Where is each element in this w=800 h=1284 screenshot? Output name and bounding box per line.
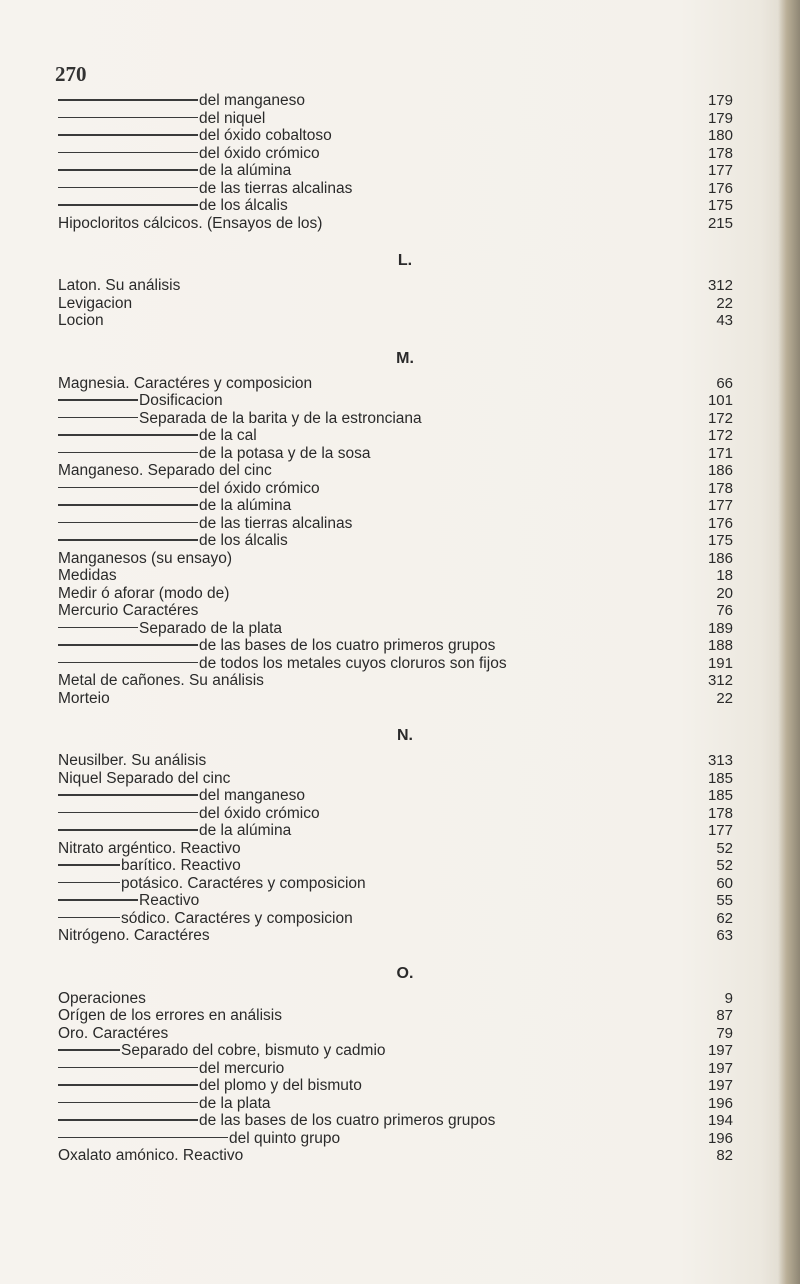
page-reference: 178 <box>707 804 733 822</box>
entry-label: Operaciones <box>58 989 146 1007</box>
section-letter-heading: M. <box>396 349 414 367</box>
entry-label: Nitrato argéntico. Reactivo <box>58 839 241 857</box>
index-entry-text <box>58 655 507 673</box>
ditto-dash <box>58 417 138 419</box>
entry-label: de la cal <box>199 427 257 444</box>
page-reference: 176 <box>707 179 733 197</box>
index-entry-text <box>58 497 291 515</box>
page-reference: 185 <box>707 769 733 787</box>
page-reference: 197 <box>707 1042 733 1059</box>
index-entry <box>0 515 800 533</box>
entry-label: de todos los metales cuyos cloruros son fijos <box>199 654 507 672</box>
index-entry <box>0 567 800 585</box>
index-entry <box>0 1042 800 1060</box>
page-reference: 172 <box>707 427 733 444</box>
index-entry <box>0 462 800 480</box>
page-reference: 185 <box>707 787 733 804</box>
index-entry <box>0 277 800 295</box>
ditto-dash <box>58 504 198 506</box>
index-entry <box>0 892 800 910</box>
page-reference: 180 <box>707 127 733 144</box>
ditto-dash <box>58 1102 198 1104</box>
spacer <box>0 945 800 964</box>
index-entry-text <box>58 1042 386 1060</box>
ditto-dash <box>58 117 198 119</box>
entry-label: del quinto grupo <box>229 1129 341 1147</box>
index-entry <box>0 927 800 945</box>
ditto-dash <box>58 1049 120 1051</box>
index-entry <box>0 637 800 655</box>
ditto-dash <box>58 452 198 454</box>
page-reference: 101 <box>707 392 733 409</box>
index-entry <box>0 110 800 128</box>
index-entry <box>0 990 800 1008</box>
index-entry-text <box>58 1007 282 1025</box>
page-reference: 191 <box>707 654 733 672</box>
index-entry-text <box>58 1077 362 1095</box>
index-entry-text <box>58 110 265 128</box>
spacer <box>0 707 800 726</box>
ditto-dash <box>58 1067 198 1069</box>
entry-label: de las tierras alcalinas <box>199 514 353 532</box>
page-reference: 179 <box>707 109 733 127</box>
page-reference: 18 <box>716 567 733 584</box>
page-reference: 172 <box>707 409 733 427</box>
ditto-dash <box>58 1084 198 1086</box>
index-entry-text <box>58 805 320 823</box>
index-entry-text <box>58 690 110 708</box>
index-entry <box>0 295 800 313</box>
page-reference: 197 <box>707 1059 733 1077</box>
ditto-dash <box>58 794 198 796</box>
spacer <box>0 330 800 349</box>
page-reference: 197 <box>707 1077 733 1094</box>
index-entry-text <box>58 927 210 945</box>
section-letter-heading: O. <box>396 964 414 982</box>
index-entry-text <box>58 567 117 585</box>
entry-label: del plomo y del bismuto <box>199 1077 362 1094</box>
entry-label: Orígen de los errores en análisis <box>58 1007 283 1024</box>
index-entry <box>0 752 800 770</box>
index-entry <box>0 857 800 875</box>
entry-label: Separado del cobre, bismuto y cadmio <box>121 1042 386 1059</box>
entry-label: Dosificacion <box>139 392 223 409</box>
ditto-dash <box>58 829 198 831</box>
index-entry-text <box>58 585 229 603</box>
ditto-dash <box>58 899 138 901</box>
index-entry <box>0 822 800 840</box>
index-entry-text <box>58 427 257 445</box>
index-entry-text <box>58 295 132 313</box>
index-entry-text <box>58 620 282 638</box>
index-entry <box>0 1112 800 1130</box>
ditto-dash <box>58 627 138 629</box>
entry-label: del óxido cobaltoso <box>199 127 332 144</box>
page-number: 270 <box>55 62 87 86</box>
page-reference: 176 <box>707 514 733 532</box>
index-entry <box>0 585 800 603</box>
page-reference: 62 <box>716 909 733 927</box>
entry-label: Separada de la barita y de la estronciana <box>139 409 422 427</box>
page-reference: 175 <box>707 532 733 549</box>
ditto-dash <box>58 434 198 436</box>
index-entry <box>0 1025 800 1043</box>
ditto-dash <box>58 522 198 524</box>
index-entry <box>0 770 800 788</box>
entry-label: potásico. Caractéres y composicion <box>121 874 366 892</box>
index-entry-text <box>58 127 332 145</box>
index-entry <box>0 805 800 823</box>
entry-label: Magnesia. Caractéres y composicion <box>58 374 313 392</box>
entry-label: de la plata <box>199 1094 271 1112</box>
page-reference: 196 <box>707 1094 733 1112</box>
entry-label: Niquel Separado del cinc <box>58 769 231 787</box>
index-entry-text <box>58 532 288 550</box>
index-entry <box>0 787 800 805</box>
page-reference: 22 <box>716 294 733 312</box>
index-entry-text <box>58 840 241 858</box>
entry-label: Mercurio Caractéres <box>58 602 199 619</box>
page-reference: 171 <box>707 444 733 462</box>
index-entry <box>0 840 800 858</box>
page-reference: 178 <box>707 479 733 497</box>
index-entry <box>0 910 800 928</box>
index-entry-text <box>58 752 206 770</box>
index-entry-text <box>58 180 352 198</box>
index-entry <box>0 620 800 638</box>
entry-label: de las bases de los cuatro primeros grupos <box>199 637 496 654</box>
index-entry <box>0 480 800 498</box>
ditto-dash <box>58 99 198 101</box>
ditto-dash <box>58 864 120 866</box>
page-reference: 66 <box>716 374 733 392</box>
index-entry-text <box>58 637 495 655</box>
entry-label: del mercurio <box>199 1059 285 1077</box>
index-entry <box>0 1007 800 1025</box>
ditto-dash <box>58 487 198 489</box>
entry-label: barítico. Reactivo <box>121 857 241 874</box>
entry-label: Morteio <box>58 689 110 707</box>
index-entry-text <box>58 92 305 110</box>
index-entry-text <box>58 515 352 533</box>
index-entry-text <box>58 875 366 893</box>
entry-label: del óxido crómico <box>199 479 320 497</box>
index-entry <box>0 497 800 515</box>
page-reference: 177 <box>707 497 733 514</box>
index-entry <box>0 690 800 708</box>
index-entry-text <box>58 312 104 330</box>
page-reference: 52 <box>716 857 733 874</box>
page-reference: 76 <box>716 602 733 619</box>
index-entry <box>0 162 800 180</box>
entry-label: del óxido crómico <box>199 804 320 822</box>
index-entry <box>0 127 800 145</box>
index-entry-text <box>58 480 320 498</box>
entry-label: Nitrógeno. Caractéres <box>58 927 210 944</box>
index-entry-text <box>58 392 223 410</box>
page-reference: 188 <box>707 637 733 654</box>
entry-label: Oro. Caractéres <box>58 1024 169 1042</box>
index-entry-text <box>58 375 312 393</box>
index-entry <box>0 392 800 410</box>
index-entry-text <box>58 162 291 180</box>
page-reference: 215 <box>707 214 733 232</box>
index-entry-text <box>58 1060 284 1078</box>
page-reference: 60 <box>716 874 733 892</box>
entry-label: de la potasa y de la sosa <box>199 444 371 462</box>
entry-label: Medir ó aforar (modo de) <box>58 584 230 602</box>
index-entry-text <box>58 410 422 428</box>
index-entry-text <box>58 1095 271 1113</box>
ditto-dash <box>58 644 198 646</box>
entry-label: de los álcalis <box>199 532 288 549</box>
page-reference: 186 <box>707 462 733 479</box>
ditto-dash <box>58 204 198 206</box>
page-reference: 179 <box>707 92 733 109</box>
index-entry <box>0 375 800 393</box>
page-reference: 22 <box>716 689 733 707</box>
entry-label: de la alúmina <box>199 497 292 514</box>
index-entry <box>0 655 800 673</box>
entry-label: Manganesos (su ensayo) <box>58 549 233 567</box>
index-entry <box>0 180 800 198</box>
index-entry-text <box>58 215 322 233</box>
index-entry <box>0 145 800 163</box>
entry-label: Oxalato amónico. Reactivo <box>58 1147 244 1164</box>
index-entry-text <box>58 197 288 215</box>
page-reference: 63 <box>716 927 733 944</box>
index-entry-text <box>58 1130 340 1148</box>
ditto-dash <box>58 169 198 171</box>
index-entry-text <box>58 145 320 163</box>
ditto-dash <box>58 539 198 541</box>
index-entry-text <box>58 277 180 295</box>
index-entry-text <box>58 462 272 480</box>
index-entry <box>0 197 800 215</box>
index-entry <box>0 672 800 690</box>
page-reference: 55 <box>716 892 733 909</box>
index-content <box>0 92 800 1165</box>
entry-label: Hipocloritos cálcicos. (Ensayos de los) <box>58 214 323 232</box>
entry-label: de la alúmina <box>199 822 292 839</box>
index-entry <box>0 215 800 233</box>
page-reference: 313 <box>707 752 733 769</box>
entry-label: de las tierras alcalinas <box>199 179 353 197</box>
entry-label: del niquel <box>199 109 266 127</box>
entry-label: de las bases de los cuatro primeros grupos <box>199 1112 496 1129</box>
entry-label: Medidas <box>58 567 117 584</box>
index-entry-text <box>58 602 198 620</box>
ditto-dash <box>58 1137 228 1139</box>
index-entry-text <box>58 1147 243 1165</box>
entry-label: Manganeso. Separado del cinc <box>58 462 272 479</box>
index-entry <box>0 602 800 620</box>
page-reference: 196 <box>707 1129 733 1147</box>
entry-label: de la alúmina <box>199 162 292 179</box>
ditto-dash <box>58 662 198 664</box>
page-reference: 194 <box>707 1112 733 1129</box>
ditto-dash <box>58 1119 198 1121</box>
index-entry <box>0 427 800 445</box>
page-reference: 87 <box>716 1007 733 1024</box>
page-reference: 20 <box>716 584 733 602</box>
index-entry-text <box>58 857 241 875</box>
index-entry-text <box>58 770 230 788</box>
index-entry <box>0 875 800 893</box>
index-entry-text <box>58 1025 168 1043</box>
page-reference: 9 <box>724 989 733 1007</box>
index-entry <box>0 92 800 110</box>
index-entry <box>0 1130 800 1148</box>
entry-label: Metal de cañones. Su análisis <box>58 672 264 689</box>
page-reference: 178 <box>707 144 733 162</box>
index-entry <box>0 445 800 463</box>
page-reference: 312 <box>707 277 733 294</box>
ditto-dash <box>58 812 198 814</box>
ditto-dash <box>58 134 198 136</box>
entry-label: Laton. Su análisis <box>58 277 181 294</box>
spacer <box>0 232 800 251</box>
ditto-dash <box>58 882 120 884</box>
index-entry-text <box>58 990 146 1008</box>
page-reference: 79 <box>716 1024 733 1042</box>
index-entry-text <box>58 787 305 805</box>
page-reference: 177 <box>707 162 733 179</box>
page-reference: 43 <box>716 312 733 329</box>
ditto-dash <box>58 152 198 154</box>
ditto-dash <box>58 187 198 189</box>
index-entry-text <box>58 550 232 568</box>
index-entry <box>0 1095 800 1113</box>
entry-label: de los álcalis <box>199 197 288 214</box>
entry-label: Reactivo <box>139 892 200 909</box>
entry-label: del manganeso <box>199 92 305 109</box>
page-reference: 175 <box>707 197 733 214</box>
entry-label: Neusilber. Su análisis <box>58 752 207 769</box>
entry-label: del manganeso <box>199 787 305 804</box>
ditto-dash <box>58 917 120 919</box>
index-entry-text <box>58 445 370 463</box>
entry-label: sódico. Caractéres y composicion <box>121 909 353 927</box>
entry-label: Separado de la plata <box>139 619 283 637</box>
entry-label: Levigacion <box>58 294 133 312</box>
page-reference: 189 <box>707 619 733 637</box>
index-entry <box>0 312 800 330</box>
page-reference: 52 <box>716 839 733 857</box>
index-entry-text <box>58 1112 495 1130</box>
index-entry <box>0 550 800 568</box>
section-letter-heading: N. <box>397 727 413 744</box>
index-entry-text <box>58 910 353 928</box>
index-entry-text <box>58 822 291 840</box>
entry-label: del óxido crómico <box>199 144 320 162</box>
index-entry <box>0 1147 800 1165</box>
index-entry-text <box>58 672 264 690</box>
page-reference: 186 <box>707 549 733 567</box>
ditto-dash <box>58 399 138 401</box>
index-entry <box>0 1077 800 1095</box>
page-reference: 312 <box>707 672 733 689</box>
page-reference: 82 <box>716 1147 733 1164</box>
page-reference: 177 <box>707 822 733 839</box>
entry-label: Locion <box>58 312 104 329</box>
index-entry <box>0 1060 800 1078</box>
index-entry-text <box>58 892 199 910</box>
index-entry <box>0 532 800 550</box>
index-entry <box>0 410 800 428</box>
section-letter-heading: L. <box>397 252 413 269</box>
